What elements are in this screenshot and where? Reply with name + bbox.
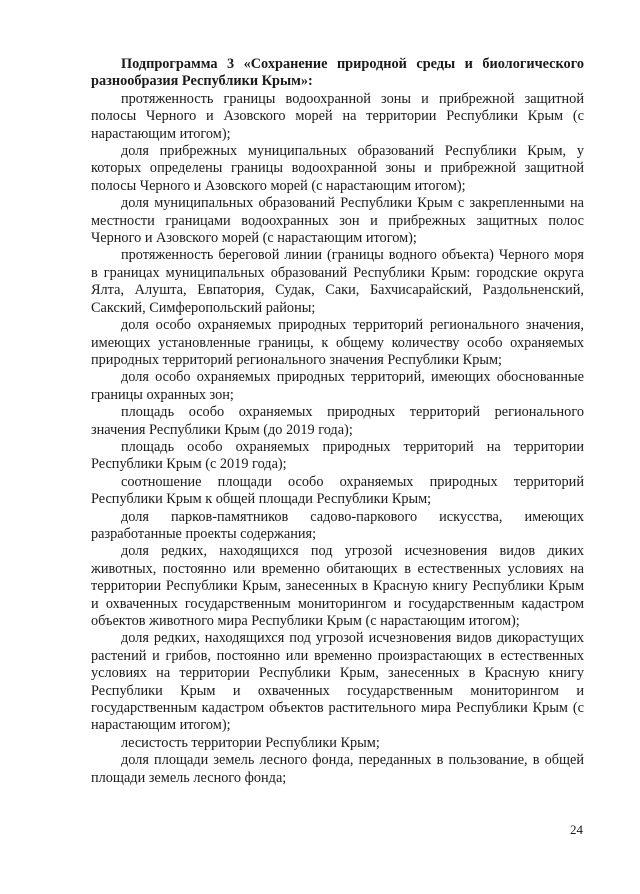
paragraph-7: площадь особо охраняемых природных территорий регионального значения Республики Крым (до 2019 года); — [91, 404, 584, 438]
paragraph-2: доля прибрежных муниципальных образований Республики Крым, у которых определены границы водоохранной зоны и прибрежной защитной полосы Черного и Азовского морей (с нарастающим итогом); — [91, 143, 584, 194]
paragraph-4: протяженность береговой линии (границы водного объекта) Черного моря в границах муниципальных образований Республики Крым: городские округа Ялта, Алушта, Евпатория, Судак, Саки, Бахчисарайский, Раздольненский, Сакский, Симферопольский районы; — [91, 247, 584, 316]
document-body — [91, 56, 584, 787]
paragraph-9: соотношение площади особо охраняемых природных территорий Республики Крым к общей площади Республики Крым; — [91, 473, 584, 508]
paragraph-1: протяженность границы водоохранной зоны и прибрежной защитной полосы Черного и Азовского морей на территории Республики Крым (с нарастающим итогом); — [91, 90, 584, 142]
paragraph-13: лесистость территории Республики Крым; — [121, 734, 380, 751]
subprogram-heading: Подпрограмма 3 «Сохранение природной среды и биологического разнообразия Республики Крым»: — [91, 56, 584, 90]
paragraph-5: доля особо охраняемых природных территорий регионального значения, имеющих установленные границы, к общему количеству особо охраняемых природных территорий регионального значения Республики Крым; — [91, 317, 584, 368]
paragraph-6: доля особо охраняемых природных территорий, имеющих обоснованные границы охранных зон; — [91, 369, 584, 403]
paragraph-11: доля редких, находящихся под угрозой исчезновения видов диких животных, постоянно или временно обитающих в естественных условиях на территории Республики Крым, занесенных в Красную книгу Республики Крым и охваченных государственным мониторингом и государственным кадастром объектов животного мира Республики Крым (с нарастающим итогом); — [91, 543, 584, 629]
paragraph-10: доля парков-памятников садово-паркового искусства, имеющих разработанные проекты содержания; — [91, 508, 584, 542]
paragraph-14: доля площади земель лесного фонда, переданных в пользование, в общей площади земель лесного фонда; — [91, 752, 584, 786]
page-number: 24 — [570, 822, 583, 837]
paragraph-8: площадь особо охраняемых природных территорий на территории Республики Крым (с 2019 года); — [91, 438, 584, 473]
paragraph-12: доля редких, находящихся под угрозой исчезновения видов дикорастущих растений и грибов, постоянно или временно произрастающих в естественных условиях на территории Республики Крым, занесенных в Красную книгу Республики Крым и охваченных государственным мониторингом и государственным кадастром объектов растительного мира Республики Крым (с нарастающим итогом); — [91, 630, 584, 734]
paragraph-3: доля муниципальных образований Республики Крым с закрепленными на местности границами водоохранных зон и прибрежных защитных полос Черного и Азовского морей (с нарастающим итогом); — [91, 195, 584, 247]
